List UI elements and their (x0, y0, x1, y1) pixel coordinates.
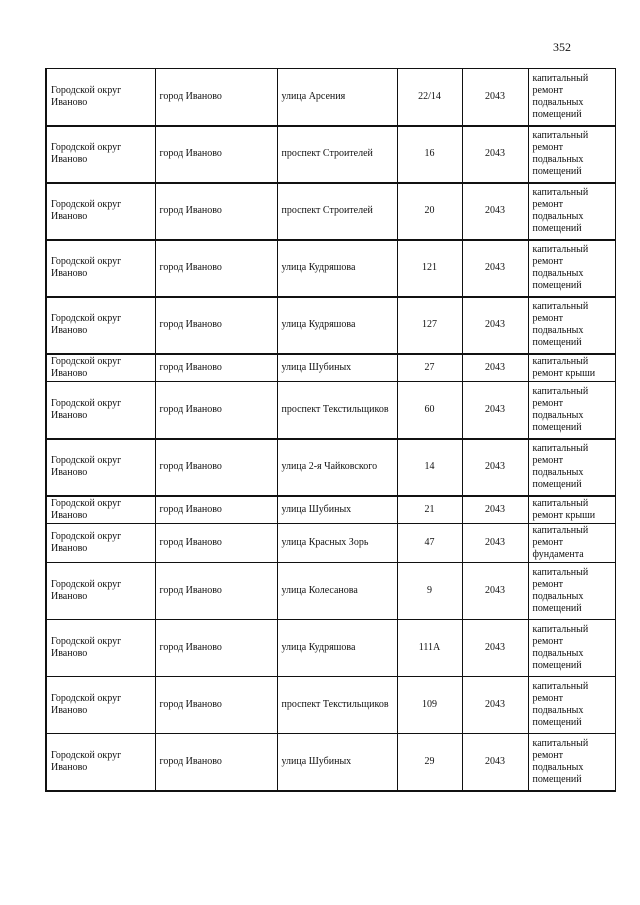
table-row (46, 240, 615, 297)
locality-cell: город Иваново (155, 240, 277, 297)
year-cell: 2043 (462, 524, 528, 563)
page-number: 352 (553, 40, 571, 54)
table-row (46, 563, 615, 620)
street-cell: улица 2-я Чайковского (277, 439, 397, 496)
table-body (46, 69, 615, 791)
locality-cell: город Иваново (155, 183, 277, 240)
house-number-cell: 20 (397, 183, 462, 240)
repair-register-table (45, 68, 616, 792)
locality-cell: город Иваново (155, 563, 277, 620)
street-cell: проспект Строителей (277, 183, 397, 240)
house-number-cell: 60 (397, 382, 462, 439)
locality-cell: город Иваново (155, 620, 277, 677)
municipality-cell: Городской округ Иваново (46, 382, 155, 439)
municipality-cell: Городской округ Иваново (46, 183, 155, 240)
municipality-cell: Городской округ Иваново (46, 126, 155, 183)
table-row (46, 524, 615, 563)
work-type-cell: капитальный ремонт подвальных помещений (528, 69, 615, 126)
street-cell: улица Шубиных (277, 734, 397, 791)
work-type-cell: капитальный ремонт подвальных помещений (528, 240, 615, 297)
municipality-cell: Городской округ Иваново (46, 524, 155, 563)
year-cell: 2043 (462, 382, 528, 439)
table-row (46, 354, 615, 382)
locality-cell: город Иваново (155, 677, 277, 734)
municipality-cell: Городской округ Иваново (46, 677, 155, 734)
house-number-cell: 109 (397, 677, 462, 734)
table-row (46, 183, 615, 240)
work-type-cell: капитальный ремонт фундамента (528, 524, 615, 563)
street-cell: улица Шубиных (277, 496, 397, 524)
year-cell: 2043 (462, 677, 528, 734)
work-type-cell: капитальный ремонт подвальных помещений (528, 183, 615, 240)
house-number-cell: 14 (397, 439, 462, 496)
year-cell: 2043 (462, 69, 528, 126)
street-cell: улица Красных Зорь (277, 524, 397, 563)
table-row (46, 297, 615, 354)
table-row (46, 382, 615, 439)
street-cell: улица Колесанова (277, 563, 397, 620)
house-number-cell: 22/14 (397, 69, 462, 126)
work-type-cell: капитальный ремонт крыши (528, 354, 615, 382)
street-cell: улица Арсения (277, 69, 397, 126)
work-type-cell: капитальный ремонт подвальных помещений (528, 620, 615, 677)
street-cell: проспект Текстильщиков (277, 382, 397, 439)
table-row (46, 126, 615, 183)
table-row (46, 620, 615, 677)
year-cell: 2043 (462, 496, 528, 524)
year-cell: 2043 (462, 240, 528, 297)
year-cell: 2043 (462, 126, 528, 183)
work-type-cell: капитальный ремонт подвальных помещений (528, 734, 615, 791)
locality-cell: город Иваново (155, 734, 277, 791)
house-number-cell: 16 (397, 126, 462, 183)
street-cell: проспект Строителей (277, 126, 397, 183)
house-number-cell: 47 (397, 524, 462, 563)
work-type-cell: капитальный ремонт подвальных помещений (528, 297, 615, 354)
locality-cell: город Иваново (155, 69, 277, 126)
street-cell: улица Кудряшова (277, 620, 397, 677)
work-type-cell: капитальный ремонт подвальных помещений (528, 126, 615, 183)
work-type-cell: капитальный ремонт подвальных помещений (528, 382, 615, 439)
house-number-cell: 121 (397, 240, 462, 297)
municipality-cell: Городской округ Иваново (46, 69, 155, 126)
municipality-cell: Городской округ Иваново (46, 620, 155, 677)
locality-cell: город Иваново (155, 524, 277, 563)
house-number-cell: 9 (397, 563, 462, 620)
municipality-cell: Городской округ Иваново (46, 240, 155, 297)
work-type-cell: капитальный ремонт подвальных помещений (528, 439, 615, 496)
work-type-cell: капитальный ремонт крыши (528, 496, 615, 524)
year-cell: 2043 (462, 563, 528, 620)
house-number-cell: 111А (397, 620, 462, 677)
table-row (46, 496, 615, 524)
locality-cell: город Иваново (155, 354, 277, 382)
locality-cell: город Иваново (155, 126, 277, 183)
year-cell: 2043 (462, 354, 528, 382)
municipality-cell: Городской округ Иваново (46, 496, 155, 524)
municipality-cell: Городской округ Иваново (46, 563, 155, 620)
table-row (46, 677, 615, 734)
house-number-cell: 127 (397, 297, 462, 354)
locality-cell: город Иваново (155, 297, 277, 354)
street-cell: улица Кудряшова (277, 240, 397, 297)
municipality-cell: Городской округ Иваново (46, 297, 155, 354)
municipality-cell: Городской округ Иваново (46, 354, 155, 382)
municipality-cell: Городской округ Иваново (46, 439, 155, 496)
table-row (46, 69, 615, 126)
street-cell: проспект Текстильщиков (277, 677, 397, 734)
year-cell: 2043 (462, 734, 528, 791)
year-cell: 2043 (462, 183, 528, 240)
street-cell: улица Кудряшова (277, 297, 397, 354)
year-cell: 2043 (462, 439, 528, 496)
locality-cell: город Иваново (155, 496, 277, 524)
table-row (46, 734, 615, 791)
work-type-cell: капитальный ремонт подвальных помещений (528, 563, 615, 620)
locality-cell: город Иваново (155, 439, 277, 496)
year-cell: 2043 (462, 297, 528, 354)
municipality-cell: Городской округ Иваново (46, 734, 155, 791)
table-row (46, 439, 615, 496)
house-number-cell: 27 (397, 354, 462, 382)
year-cell: 2043 (462, 620, 528, 677)
work-type-cell: капитальный ремонт подвальных помещений (528, 677, 615, 734)
house-number-cell: 29 (397, 734, 462, 791)
street-cell: улица Шубиных (277, 354, 397, 382)
locality-cell: город Иваново (155, 382, 277, 439)
house-number-cell: 21 (397, 496, 462, 524)
